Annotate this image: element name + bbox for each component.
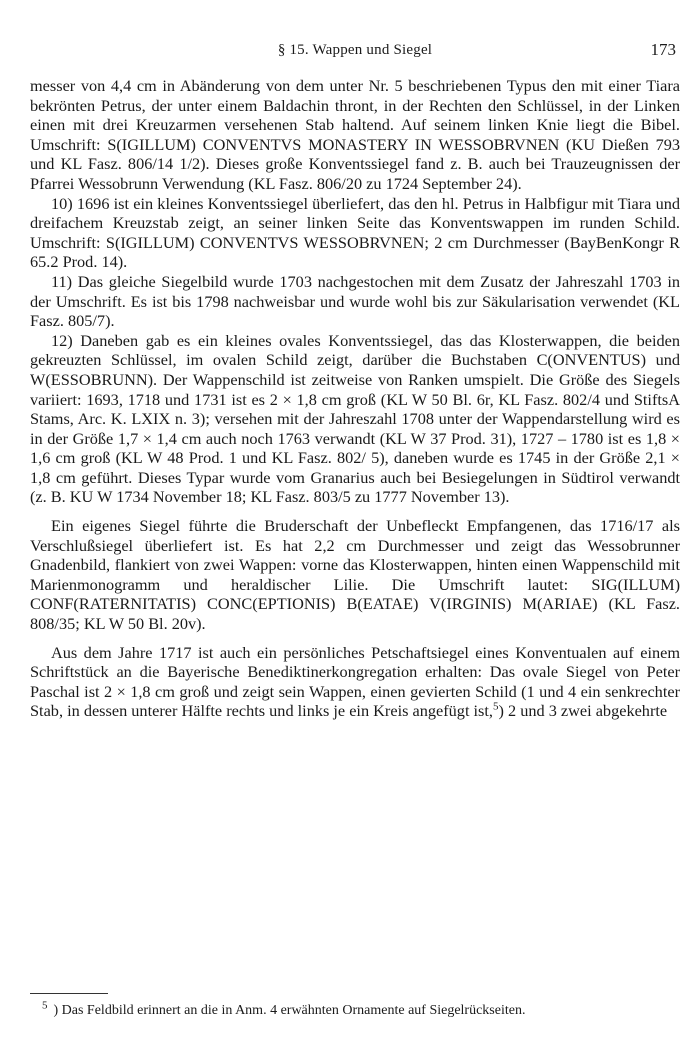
running-title: § 15. Wappen und Siegel (277, 42, 433, 58)
footnote-divider (30, 993, 108, 994)
paragraph-brotherhood-seal: Ein eigenes Siegel führte die Bruderschaft der Unbefleckt Empfangenen, das 1716/17 als Verschlußsiegel überliefert ist. Es hat 2,2 cm Durchmesser und zeigt das Wessobrunner Gnadenbild, flankiert von zwei Wappen: vorne das Klosterwappen, hinten einen Wappenschild mit Marienmonogramm und heraldischer Lilie. Die Umschrift lautet: SIG(ILLUM) CONF(RATERNITATIS) CONC(EPTIONIS) B(EATAE) V(IRGINIS) M(ARIAE) (KL Fasz. 808/35; KL W 50 Bl. 20v). (30, 516, 680, 634)
paragraph-item-12: 12) Daneben gab es ein kleines ovales Konventssiegel, das das Klosterwappen, die beiden gekreuzten Schlüssel, im ovalen Schild zeigt, darüber die Buchstaben C(ONVENTUS) und W(ESSOBRUNN). Der Wappenschild ist zeitweise von Ranken umspielt. Die Größe des Siegels variiert: 1693, 1718 und 1731 ist es 2 × 1,8 cm groß (KL W 50 Bl. 6r, KL Fasz. 802/4 und StiftsA Stams, Arc. K. LXIX n. 3); versehen mit der Jahreszahl 1708 unter der Wappendarstellung wird es in der Größe 1,7 × 1,4 cm auch noch 1763 verwandt (KL W 37 Prod. 31), 1727 – 1780 ist es 1,8 × 1,6 cm groß (KL W 48 Prod. 1 und KL Fasz. 802/ 5), daneben wurde es 1745 in der Größe 2,1 × 1,8 cm geführt. Dieses Typar wurde vom Granarius auch bei Besiegelungen in Südtirol verwandt (z. B. KU W 1734 November 18; KL Fasz. 803/5 zu 1777 November 13). (30, 330, 680, 507)
paragraph-continued: messer von 4,4 cm in Abänderung von dem unter Nr. 5 beschriebenen Typus den mit einer Tiara bekrönten Petrus, der unter einem Baldachin thront, in der Rechten den Schlüssel, in der Linken einen mit drei Kreuzarmen versehenen Stab haltend. Auf seinem linken Knie liegt die Bibel. Umschrift: S(IGILLUM) CONVENTVS MONASTERY IN WESSOBRVNEN (KU Dießen 793 und KL Fasz. 806/14 1/2). Dieses große Konventssiegel fand z. B. auch bei Trauzeugnissen der Pfarrei Wessobrunn Verwendung (KL Fasz. 806/20 zu 1724 September 24). (30, 76, 680, 193)
paragraph-personal-seal (30, 643, 680, 721)
paragraph-text-start: Aus dem Jahre 1717 ist auch ein persönliches Petschaftsiegel eines Konventualen auf einem Schriftstück an die Bayerische Benediktinerkongregation erhalten: Das ovale Siegel von Peter Paschal ist 2 × 1,8 cm groß und zeigt sein Wappen, einen gevierten Schild (1 und 4 ein senkrechter Stab, in dessen unterer Hälfte rechts und links je ein Kreis angefügt ist, (30, 642, 680, 721)
paragraph-item-10: 10) 1696 ist ein kleines Konventssiegel überliefert, das den hl. Petrus in Halbfigur mit Tiara und dreifachem Kreuzstab zeigt, an seiner linken Seite das Konventswappen im runden Schild. Umschrift: S(IGILLUM) CONVENTVS WESSOBRVNEN; 2 cm Durchmesser (BayBenKongr R 65.2 Prod. 14). (30, 193, 680, 272)
book-page (30, 0, 680, 1062)
running-head (30, 38, 680, 62)
page-number: 173 (650, 40, 676, 59)
footnote-number: 5 (42, 999, 48, 1012)
footnote (30, 999, 680, 1020)
paragraph-item-11: 11) Das gleiche Siegelbild wurde 1703 nachgestochen mit dem Zusatz der Jahreszahl 1703 in der Umschrift. Es ist bis 1798 nachweisbar und wurde wohl bis zur Säkularisation verwendet (KL Fasz. 805/7). (30, 271, 680, 331)
footnote-text: ) Das Feldbild erinnert an die in Anm. 4 erwähnten Ornamente auf Siegelrückseiten. (53, 1003, 526, 1018)
footnote-mark (30, 999, 54, 1018)
footnote-reference[interactable]: 5 (493, 700, 499, 713)
paragraph-text-end: ) 2 und 3 zwei abgekehrte (498, 701, 668, 721)
body-text (30, 76, 680, 721)
